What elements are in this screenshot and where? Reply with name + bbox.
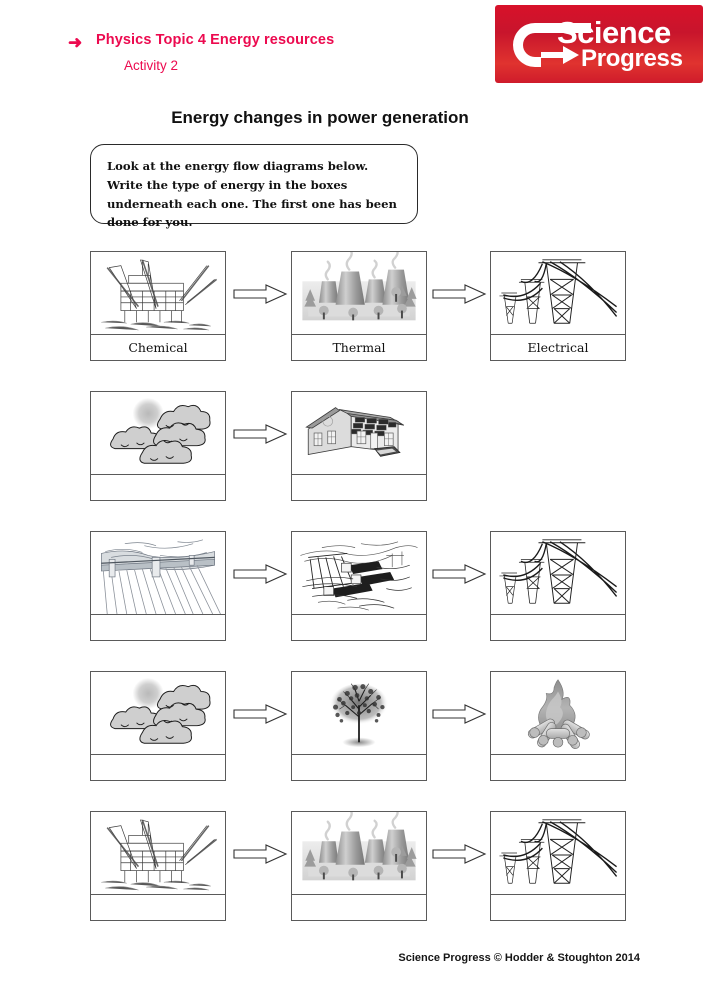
pylons-drawing [491,532,625,614]
flow-arrow-icon [232,563,288,585]
energy-label-box[interactable] [291,894,427,921]
energy-label-box[interactable]: Electrical [490,334,626,361]
oil-rig-image [90,251,226,335]
flow-cell [90,671,226,781]
energy-label-box[interactable] [490,614,626,641]
dam-reservoir-image [90,531,226,615]
logo-text-progress: Progress [581,45,683,72]
energy-label-box[interactable] [490,754,626,781]
page-activity-label: Activity 2 [124,58,179,73]
flow-row [0,811,711,923]
flow-row [0,531,711,643]
footer-copyright: Science Progress © Hodder & Stoughton 2014 [398,952,640,964]
instruction-bubble [90,144,418,230]
flow-cell [291,671,427,781]
flow-cell [490,251,626,361]
sun-clouds-image [90,391,226,475]
energy-label-box[interactable] [490,894,626,921]
tree-image [291,671,427,755]
flow-arrow-icon [232,283,288,305]
logo-text-science: Science [557,15,671,50]
sun-and-clouds-drawing [91,672,225,754]
flow-cell [490,811,626,921]
flow-cell [90,531,226,641]
flow-arrow-icon [431,283,487,305]
campfire-image [490,671,626,755]
pylons-drawing [491,252,625,334]
power-station-drawing [292,812,426,894]
flow-cell [90,251,226,361]
flow-arrow-icon [232,843,288,865]
flow-cell [291,251,427,361]
pylons-drawing [491,812,625,894]
flow-cell [490,671,626,781]
pylons-image [490,811,626,895]
instruction-text: Look at the energy flow diagrams below. Write the type of energy in the boxes underneath each one. The first one has been done for you. [107,159,397,230]
power-station-image [291,251,427,335]
flow-cell [90,391,226,501]
energy-label-box[interactable] [291,754,427,781]
oil-rig-drawing [91,252,225,334]
hydro-plant-image [291,531,427,615]
hydroelectric-plant-drawing [292,532,426,614]
flow-cell [490,531,626,641]
energy-label-box[interactable] [90,754,226,781]
campfire-drawing [491,672,625,754]
energy-label-box[interactable] [90,894,226,921]
energy-label-box[interactable] [291,614,427,641]
sun-clouds-image [90,671,226,755]
flow-cell [90,811,226,921]
tree-drawing [292,672,426,754]
pylons-image [490,251,626,335]
flow-arrow-icon [431,563,487,585]
science-progress-logo [495,5,703,83]
flow-arrow-icon [431,843,487,865]
worksheet-title: Energy changes in power generation [171,108,469,127]
energy-label-box[interactable]: Thermal [291,334,427,361]
house-with-solar-panels-drawing [292,392,426,474]
solar-house-image [291,391,427,475]
oil-rig-image [90,811,226,895]
flow-cell [291,811,427,921]
flow-arrow-icon [232,703,288,725]
dam-drawing [91,532,225,614]
energy-label-box[interactable] [291,474,427,501]
flow-row [0,391,711,503]
flow-row [0,251,711,363]
power-station-image [291,811,427,895]
sun-and-clouds-drawing [91,392,225,474]
energy-label-box[interactable] [90,474,226,501]
flow-row [0,671,711,783]
oil-rig-drawing [91,812,225,894]
flow-cell [291,531,427,641]
page-topic-title: Physics Topic 4 Energy resources [96,32,335,48]
flow-arrow-icon [232,423,288,445]
pylons-image [490,531,626,615]
flow-arrow-icon [431,703,487,725]
flow-cell [291,391,427,501]
energy-label-box[interactable] [90,614,226,641]
header-arrow-icon: ➜ [68,33,83,52]
energy-label-box[interactable]: Chemical [90,334,226,361]
power-station-drawing [292,252,426,334]
